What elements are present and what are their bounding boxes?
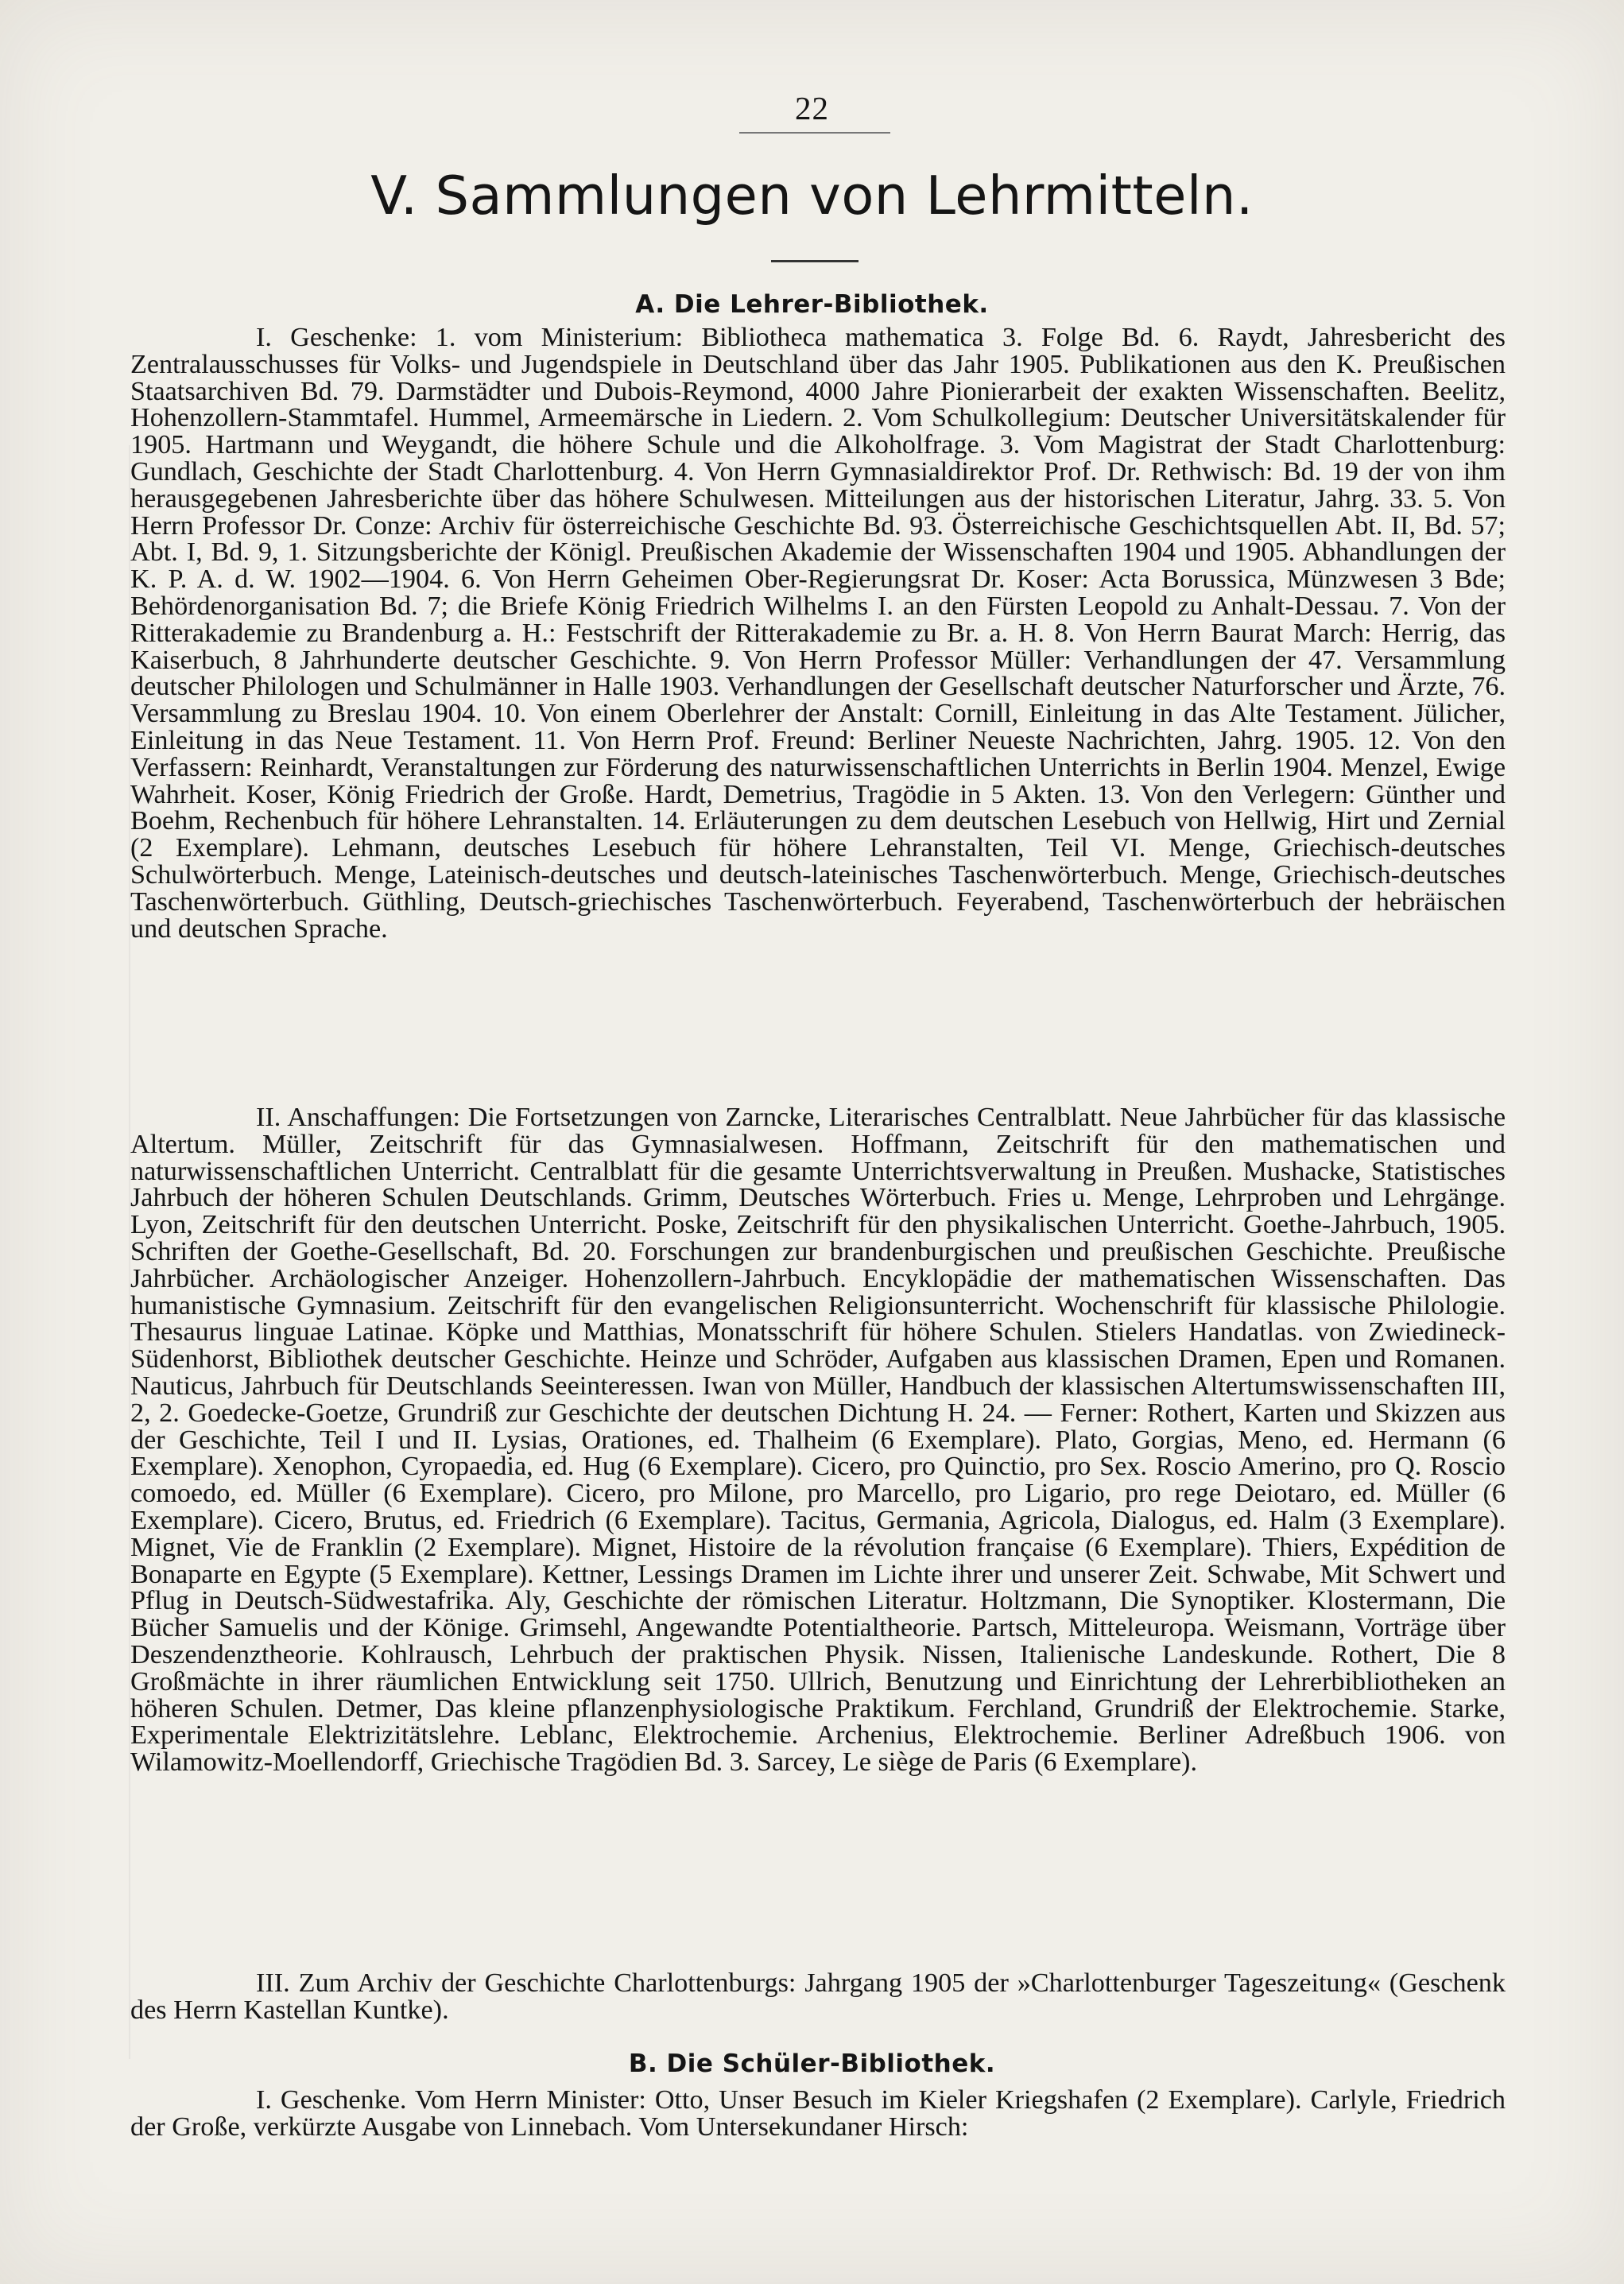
section-a-gifts <box>130 324 1506 942</box>
section-a-heading: A. Die Lehrer-Bibliothek. <box>635 290 989 319</box>
section-b-paragraph-gifts: I. Geschenke. Vom Herrn Minister: Otto, Unser Besuch im Kieler Kriegshafen (2 Exemplare). Carlyle, Friedrich der Große, verkürzte Ausgabe von Linnebach. Vom Untersekundaner Hirsch: <box>130 2085 1506 2142</box>
page-title: V. Sammlungen von Lehrmitteln. <box>370 165 1254 227</box>
section-b-heading: B. Die Schüler-Bibliothek. <box>628 2049 996 2078</box>
section-a-paragraph-archive: III. Zum Archiv der Geschichte Charlottenburgs: Jahrgang 1905 der »Charlottenburger Tageszeitung« (Geschenk des Herrn Kastellan Kuntke). <box>130 1968 1506 2025</box>
section-b-gifts <box>130 2087 1506 2141</box>
bleed-through-column <box>17 445 130 2059</box>
page-number: 22 <box>795 90 829 126</box>
section-a-paragraph-acquisitions: II. Anschaffungen: Die Fortsetzungen von Zarncke, Literarisches Centralblatt. Neue Jahrbücher für das klassische Altertum. Müller, Zeitschrift für das Gymnasialwesen. Hoffmann, Zeitschrift für den mathematischen und naturwissenschaftlichen Unterricht. Centralblatt für die gesamte Unterrichtsverwaltung in Preußen. Mushacke, Statistisches Jahrbuch der höheren Schulen Deutschlands. Grimm, Deutsches Wörterbuch. Fries u. Menge, Lehrproben und Lehrgänge. Lyon, Zeitschrift für den deutschen Unterricht. Poske, Zeitschrift für den physikalischen Unterricht. Goethe-Jahrbuch, 1905. Schriften der Goethe-Gesellschaft, Bd. 20. Forschungen zur brandenburgischen und preußischen Geschichte. Preußische Jahrbücher. Archäologischer Anzeiger. Hohenzollern-Jahrbuch. Encyklopädie der mathematischen Wissenschaften. Das humanistische Gymnasium. Zeitschrift für den evangelischen Religionsunterricht. Wochenschrift für klassische Philologie. Thesaurus linguae Latinae. Köpke und Matthias, Monatsschrift für höhere Schulen. Stielers Handatlas. von Zwiedineck-Südenhorst, Bibliothek deutscher Geschichte. Heinze und Schröder, Aufgaben aus klassischen Dramen, Epen und Romanen. Nauticus, Jahrbuch für Deutschlands Seeinteressen. Iwan von Müller, Handbuch der klassischen Altertumswissenschaften III, 2, 2. Goedecke-Goetze, Grundriß zur Geschichte der deutschen Dichtung H. 24. — Ferner: Rothert, Karten und Skizzen aus der Geschichte, Teil I und II. Lysias, Orationes, ed. Thalheim (6 Exemplare). Plato, Gorgias, Meno, ed. Hermann (6 Exemplare). Xenophon, Cyropaedia, ed. Hug (6 Exemplare). Cicero, pro Quinctio, pro Sex. Roscio Amerino, pro Q. Roscio comoedo, ed. Müller (6 Exemplare). Cicero, pro Milone, pro Marcello, pro Ligario, pro rege Deiotaro, ed. Müller (6 Exemplare). Cicero, Brutus, ed. Friedrich (6 Exemplare). Tacitus, Germania, Agricola, Dialogus, ed. Halm (3 Exemplare). Mignet, Vie de Franklin (2 Exemplare). Mignet, Histoire de la révolution française (6 Exemplare). Thiers, Expédition de Bonaparte en Egypte (5 Exemplare). Kettner, Lessings Dramen im Lichte ihrer und unserer Zeit. Schwabe, Mit Schwert und Pflug in Deutsch-Südwestafrika. Aly, Geschichte der römischen Literatur. Holtzmann, Die Synoptiker. Klostermann, Die Bücher Samuelis und der Könige. Grimsehl, Angewandte Potentialtheorie. Partsch, Mitteleuropa. Weismann, Vorträge über Deszendenztheorie. Kohlrausch, Lehrbuch der praktischen Physik. Nissen, Italienische Landeskunde. Rothert, Die 8 Großmächte in ihrer räumlichen Entwicklung seit 1750. Ullrich, Benutzung und Einrichtung der Lehrerbibliotheken an höheren Schulen. Detmer, Das kleine pflanzenphysiologische Praktikum. Ferchland, Grundriß der Elektrochemie. Starke, Experimentale Elektrizitätslehre. Leblanc, Elektrochemie. Archenius, Elektrochemie. Berliner Adreßbuch 1906. von Wilamowitz-Moellendorff, Griechische Tragödien Bd. 3. Sarcey, Le siège de Paris (6 Exemplare). <box>130 1103 1506 1778</box>
section-a-paragraph-gifts: I. Geschenke: 1. vom Ministerium: Bibliotheca mathematica 3. Folge Bd. 6. Raydt, Jahresbericht des Zentralausschusses für Volks- und Jugendspiele in Deutschland über das Jahr 1905. Publikationen aus den K. Preußischen Staatsarchiven Bd. 79. Darmstädter und Dubois-Reymond, 4000 Jahre Pionierarbeit der exakten Wissenschaften. Beelitz, Hohenzollern-Stammtafel. Hummel, Armeemärsche in Liedern. 2. Vom Schulkollegium: Deutscher Universitätskalender für 1905. Hartmann und Weygandt, die höhere Schule und die Alkoholfrage. 3. Vom Magistrat der Stadt Charlottenburg: Gundlach, Geschichte der Stadt Charlottenburg. 4. Von Herrn Gymnasialdirektor Prof. Dr. Rethwisch: Bd. 19 der von ihm herausgegebenen Jahresberichte über das höhere Schulwesen. Mitteilungen aus der historischen Literatur, Jahrg. 33. 5. Von Herrn Professor Dr. Conze: Archiv für österreichische Geschichte Bd. 93. Österreichische Geschichtsquellen Abt. II, Bd. 57; Abt. I, Bd. 9, 1. Sitzungsberichte der Königl. Preußischen Akademie der Wissenschaften 1904 und 1905. Abhandlungen der K. P. A. d. W. 1902—1904. 6. Von Herrn Geheimen Ober-Regierungsrat Dr. Koser: Acta Borussica, Münzwesen 3 Bde; Behördenorganisation Bd. 7; die Briefe König Friedrich Wilhelms I. an den Fürsten Leopold zu Anhalt-Dessau. 7. Von der Ritterakademie zu Brandenburg a. H.: Festschrift der Ritterakademie zu Br. a. H. 8. Von Herrn Baurat March: Herrig, das Kaiserbuch, 8 Jahrhunderte deutscher Geschichte. 9. Von Herrn Professor Müller: Verhandlungen der 47. Versammlung deutscher Philologen und Schulmänner in Halle 1903. Verhandlungen der Gesellschaft deutscher Naturforscher und Ärzte, 76. Versammlung zu Breslau 1904. 10. Von einem Oberlehrer der Anstalt: Cornill, Einleitung in das Alte Testament. Jülicher, Einleitung in das Neue Testament. 11. Von Herrn Prof. Freund: Berliner Neueste Nachrichten, Jahrg. 1905. 12. Von den Verfassern: Reinhardt, Veranstaltungen zur Förderung des naturwissenschaftlichen Unterrichts in Berlin 1904. Menzel, Ewige Wahrheit. Koser, König Friedrich der Große. Hardt, Demetrius, Tragödie in 5 Akten. 13. Von den Verlegern: Günther und Boehm, Rechenbuch für höhere Lehranstalten. 14. Erläuterungen zu dem deutschen Lesebuch von Hellwig, Hirt und Zernial (2 Exemplare). Lehmann, deutsches Lesebuch für höhere Lehranstalten, Teil VI. Menge, Griechisch-deutsches Schulwörterbuch. Menge, Lateinisch-deutsches und deutsch-lateinisches Taschenwörterbuch. Menge, Griechisch-deutsches Taschenwörterbuch. Güthling, Deutsch-griechisches Taschenwörterbuch. Feyerabend, Taschenwörterbuch der hebräischen und deutschen Sprache. <box>130 323 1506 944</box>
page-number-rule <box>739 132 890 134</box>
title-rule <box>771 260 859 262</box>
section-a-archive <box>130 1970 1506 2024</box>
section-a-acquisitions <box>130 1104 1506 1776</box>
